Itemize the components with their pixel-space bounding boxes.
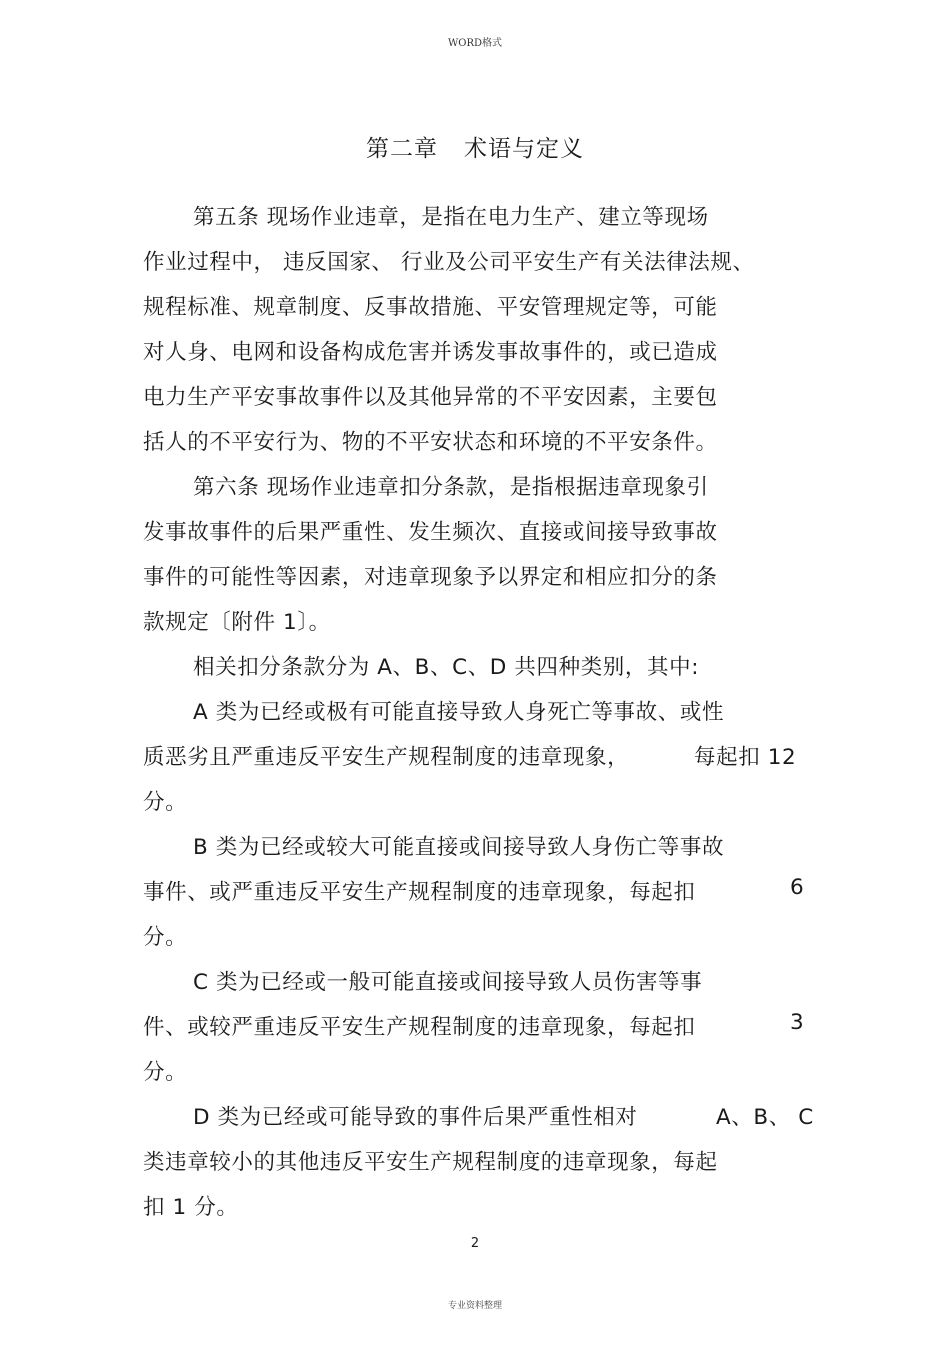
class-c-line-3: 分。 (143, 1060, 188, 1085)
class-b-line-3: 分。 (143, 925, 188, 950)
article5-line-3: 规程标准、规章制度、反事故措施、平安管理规定等，可能 (143, 295, 718, 320)
class-a-points: 每起扣 12 (694, 745, 797, 770)
class-d-line-3: 扣 1 分。 (143, 1195, 239, 1220)
page-number: 2 (470, 1236, 480, 1251)
article6-line-1: 第六条 现场作业违章扣分条款，是指根据违章现象引 (193, 475, 709, 500)
article5-line-2: 作业过程中， 违反国家、 行业及公司平安生产有关法律法规、 (143, 250, 755, 275)
class-b-line-2: 事件、或严重违反平安生产规程制度的违章现象，每起扣 (143, 880, 696, 905)
class-b-line-1: B 类为已经或较大可能直接或间接导致人身伤亡等事故 (193, 835, 725, 860)
article6-line-4: 款规定〔附件 1〕。 (143, 610, 331, 635)
page-header: WORD格式 (447, 38, 503, 49)
article5-line-4: 对人身、电网和设备构成危害并诱发事故事件的，或已造成 (143, 340, 718, 365)
article6-line-3: 事件的可能性等因素，对违章现象予以界定和相应扣分的条 (143, 565, 718, 590)
class-c-line-2: 件、或较严重违反平安生产规程制度的违章现象，每起扣 (143, 1015, 696, 1040)
chapter-name: 术语与定义 (464, 136, 584, 162)
chapter-title (0, 130, 950, 163)
article5-line-5: 电力生产平安事故事件以及其他异常的不平安因素，主要包 (143, 385, 718, 410)
class-d-reference: A、B、 C (716, 1105, 814, 1130)
article6-line-2: 发事故事件的后果严重性、发生频次、直接或间接导致事故 (143, 520, 718, 545)
class-d-line-1: D 类为已经或可能导致的事件后果严重性相对 (193, 1105, 638, 1130)
article5-line-1: 第五条 现场作业违章，是指在电力生产、建立等现场 (193, 205, 709, 230)
class-c-points: 3 (790, 1010, 805, 1035)
categories-intro: 相关扣分条款分为 A、B、C、D 共四种类别，其中: (193, 655, 700, 680)
class-b-points: 6 (790, 875, 805, 900)
class-c-line-1: C 类为已经或一般可能直接或间接导致人员伤害等事 (193, 970, 703, 995)
class-d-line-2: 类违章较小的其他违反平安生产规程制度的违章现象，每起 (143, 1150, 718, 1175)
class-a-line-1: A 类为已经或极有可能直接导致人身死亡等事故、或性 (193, 700, 725, 725)
class-a-line-2: 质恶劣且严重违反平安生产规程制度的违章现象， (143, 745, 630, 770)
page-footer: 专业资料整理 (447, 1301, 502, 1311)
chapter-number: 第二章 (366, 136, 438, 162)
article5-line-6: 括人的不平安行为、物的不平安状态和环境的不平安条件。 (143, 430, 718, 455)
class-a-line-3: 分。 (143, 790, 188, 815)
